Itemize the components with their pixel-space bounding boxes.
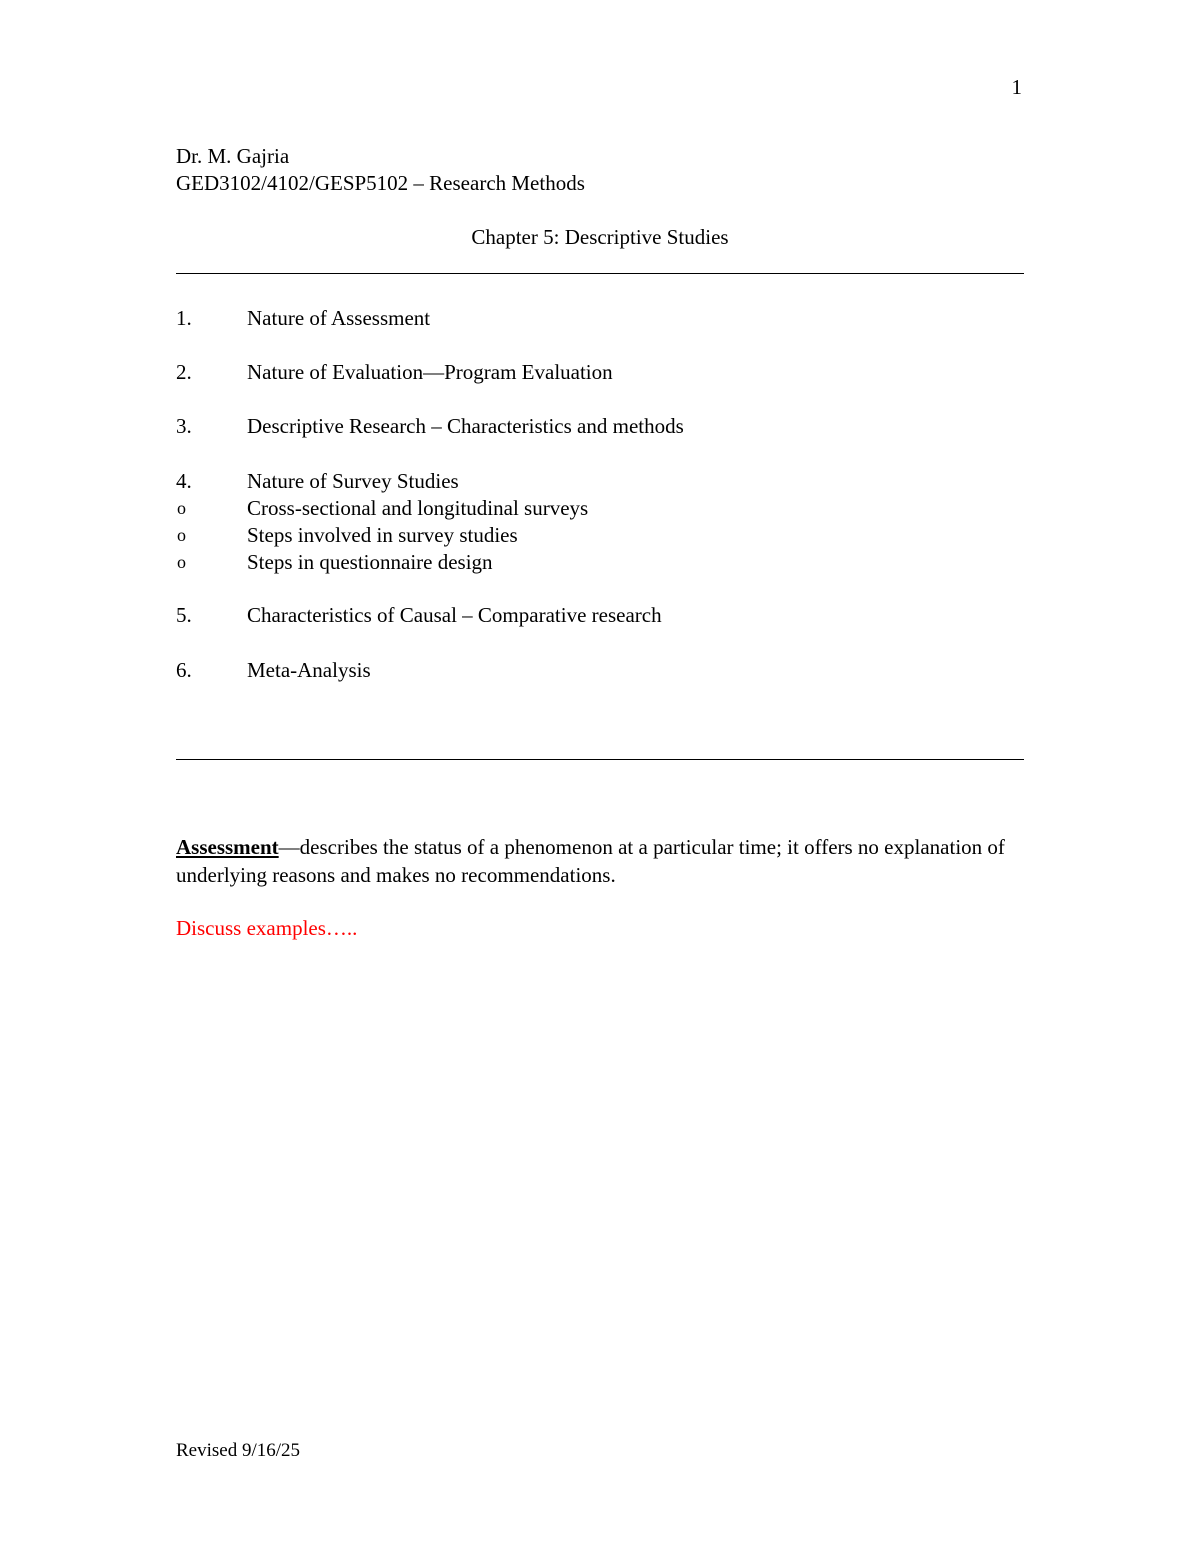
outline-text: Descriptive Research – Characteristics and methods	[247, 414, 684, 438]
outline-text: Nature of Survey Studies	[247, 469, 459, 493]
outline-number: 1.	[176, 306, 192, 330]
hollow-bullet-icon: o	[177, 498, 186, 518]
outline-text: Characteristics of Causal – Comparative research	[247, 603, 662, 627]
outline-number: 2.	[176, 360, 192, 384]
discuss-examples-note: Discuss examples…..	[176, 916, 358, 940]
outline-text: Steps in questionnaire design	[247, 550, 493, 574]
outline-text: Steps involved in survey studies	[247, 523, 518, 547]
definition-text: —describes the status of a phenomenon at a particular time; it offers no explanation of underlying reasons and makes no recommendations.	[176, 835, 1005, 887]
page-number: 1	[1011, 75, 1022, 99]
outline-text: Nature of Assessment	[247, 306, 431, 330]
outline-text: Meta-Analysis	[247, 658, 371, 682]
definition-term: Assessment	[176, 835, 279, 859]
outline-text: Nature of Evaluation—Program Evaluation	[247, 360, 613, 384]
revision-date: Revised 9/16/25	[176, 1440, 301, 1461]
course-title: GED3102/4102/GESP5102 – Research Methods	[176, 171, 585, 195]
outline-number: 4.	[176, 469, 192, 493]
outline-number: 3.	[176, 414, 192, 438]
hollow-bullet-icon: o	[177, 552, 186, 572]
chapter-title: Chapter 5: Descriptive Studies	[471, 225, 729, 249]
author-name: Dr. M. Gajria	[176, 144, 290, 168]
outline-number: 5.	[176, 603, 192, 627]
outline-number: 6.	[176, 658, 192, 682]
hollow-bullet-icon: o	[177, 525, 186, 545]
definition-paragraph	[176, 833, 1016, 889]
top-divider	[176, 273, 1024, 274]
outline-text: Cross-sectional and longitudinal surveys	[247, 496, 589, 520]
bottom-divider	[176, 759, 1024, 760]
